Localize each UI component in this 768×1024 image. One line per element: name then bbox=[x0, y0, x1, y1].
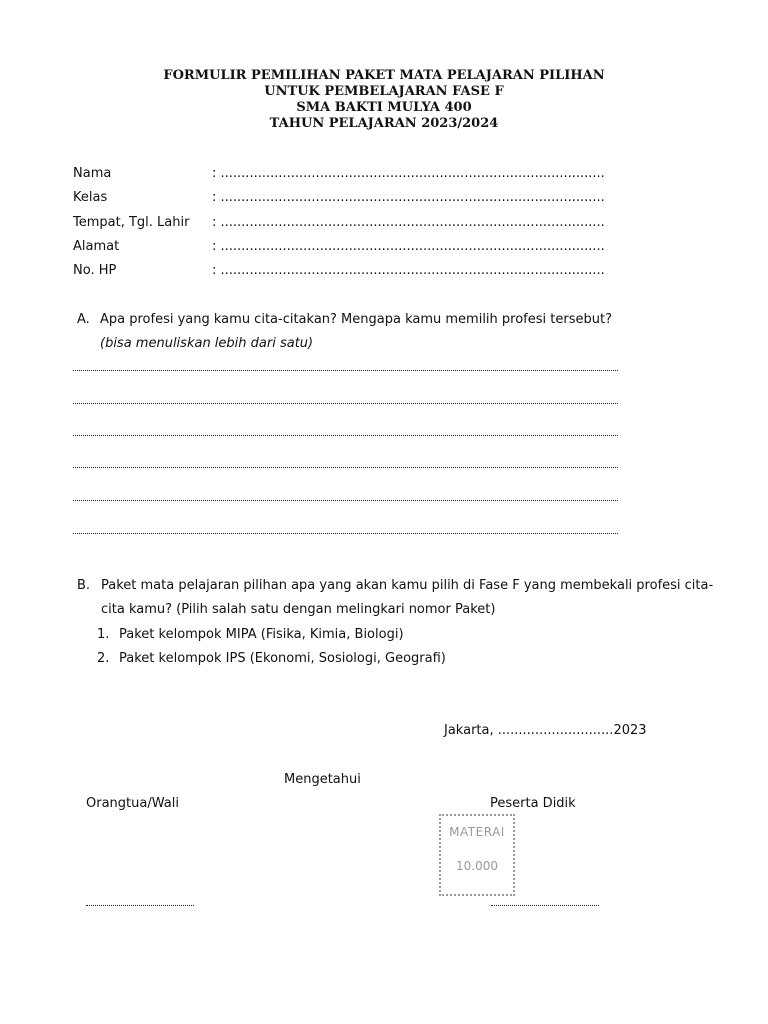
field-label: No. HP bbox=[73, 263, 117, 278]
student-signature-line[interactable] bbox=[491, 905, 599, 906]
title-line-4: TAHUN PELAJARAN 2023/2024 bbox=[269, 116, 499, 131]
field-fill-line[interactable]: : ............................................................................................. bbox=[212, 263, 605, 278]
option-2-number[interactable]: 2. bbox=[97, 651, 110, 666]
field-label: Tempat, Tgl. Lahir bbox=[73, 215, 190, 230]
field-label: Kelas bbox=[73, 190, 108, 205]
answer-line-3[interactable] bbox=[73, 435, 618, 436]
title-line-1: FORMULIR PEMILIHAN PAKET MATA PELAJARAN PILIHAN bbox=[163, 68, 605, 83]
question-a-text: Apa profesi yang kamu cita-citakan? Mengapa kamu memilih profesi tersebut? bbox=[100, 312, 612, 327]
field-fill-line[interactable]: : ............................................................................................. bbox=[212, 239, 605, 254]
question-a-hint: (bisa menuliskan lebih dari satu) bbox=[100, 336, 314, 351]
option-2-label: Paket kelompok IPS (Ekonomi, Sosiologi, Geografi) bbox=[119, 651, 446, 666]
field-label: Nama bbox=[73, 166, 112, 181]
answer-line-4[interactable] bbox=[73, 467, 618, 468]
question-b-text-line-1: Paket mata pelajaran pilihan apa yang akan kamu pilih di Fase F yang membekali profesi cita- bbox=[101, 578, 714, 593]
field-fill-line[interactable]: : ............................................................................................. bbox=[212, 190, 605, 205]
title-line-2: UNTUK PEMBELAJARAN FASE F bbox=[264, 84, 504, 99]
parent-role-label: Orangtua/Wali bbox=[86, 796, 179, 811]
field-label: Alamat bbox=[73, 239, 120, 254]
answer-line-2[interactable] bbox=[73, 403, 618, 404]
field-fill-line[interactable]: : ............................................................................................. bbox=[212, 166, 605, 181]
title-line-3: SMA BAKTI MULYA 400 bbox=[296, 100, 472, 115]
place-date: Jakarta, ............................2023 bbox=[444, 723, 647, 738]
student-role-label: Peserta Didik bbox=[490, 796, 576, 811]
answer-line-6[interactable] bbox=[73, 533, 618, 534]
option-1-number[interactable]: 1. bbox=[97, 627, 110, 642]
option-1-label: Paket kelompok MIPA (Fisika, Kimia, Biologi) bbox=[119, 627, 404, 642]
acknowledge-label: Mengetahui bbox=[284, 772, 361, 787]
stamp-label: MATERAI bbox=[449, 825, 505, 839]
answer-line-1[interactable] bbox=[73, 370, 618, 371]
field-fill-line[interactable]: : ............................................................................................. bbox=[212, 215, 605, 230]
answer-line-5[interactable] bbox=[73, 500, 618, 501]
question-b-marker: B. bbox=[77, 578, 91, 593]
stamp-value: 10.000 bbox=[456, 859, 498, 873]
question-a-marker: A. bbox=[77, 312, 90, 327]
parent-signature-line[interactable] bbox=[86, 905, 194, 906]
question-b-text-line-2: cita kamu? (Pilih salah satu dengan melingkari nomor Paket) bbox=[101, 602, 496, 617]
form-title bbox=[0, 68, 768, 132]
materai-stamp-box bbox=[439, 814, 515, 896]
